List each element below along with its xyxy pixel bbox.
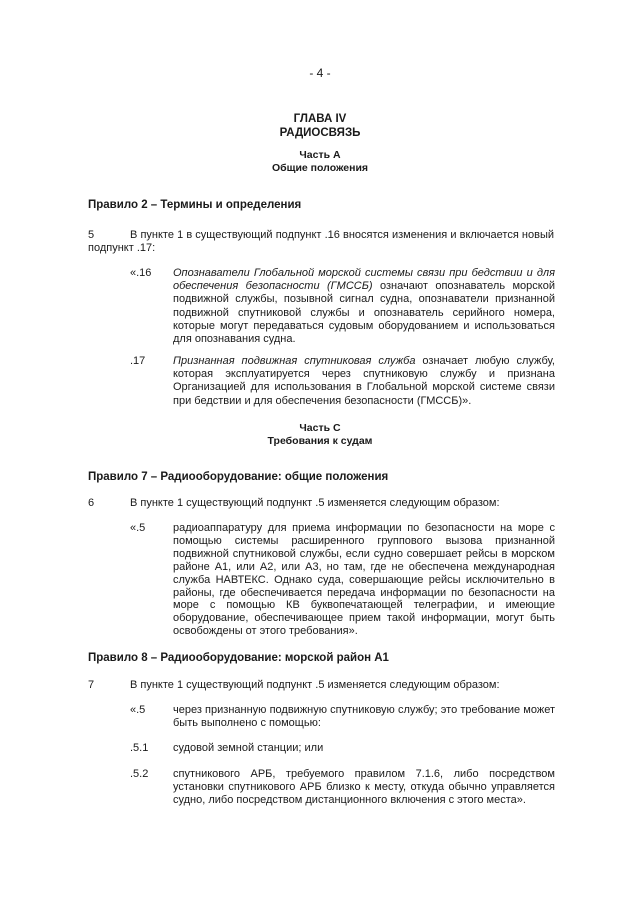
chapter-subtitle: РАДИОСВЯЗЬ [279, 127, 361, 139]
item-16-definition: означают опознаватель морской подвижной службы, позывной сигнал судна, опознаватели признанной подвижной спутниковой службы и опознаватель серийного номера, которые могут передаваться судовым оборудованием и использоваться для опознавания судна. [173, 280, 555, 346]
rule-8-heading: Правило 8 – Радиооборудование: морской район А1 [88, 652, 389, 664]
paragraph-6-text: В пункте 1 существующий подпункт .5 изменяется следующим образом: [130, 497, 500, 509]
part-a-title: Часть А [299, 149, 341, 161]
item-16-text [173, 267, 555, 346]
paragraph-number-5: 5 [88, 229, 95, 241]
paragraph-5-text: В пункте 1 в существующий подпункт .16 вносятся изменения и включается новый подпункт .17: [88, 229, 554, 254]
part-a-subtitle: Общие положения [271, 162, 369, 174]
paragraph-7-text: В пункте 1 существующий подпункт .5 изменяется следующим образом: [130, 679, 500, 691]
rule-2-heading: Правило 2 – Термины и определения [88, 199, 302, 211]
rule-8-item-5-label: «.5 [130, 704, 146, 716]
rule-8-item-5-text: через признанную подвижную спутниковую службу; это требование может быть выполнено с помощью: [173, 704, 555, 730]
item-5-1-text: судовой земной станции; или [173, 742, 324, 754]
item-16-term: Опознаватели Глобальной морской системы связи при бедствии и для обеспечения безопасности (ГМССБ) [173, 267, 555, 293]
page-number: - 4 - [309, 66, 331, 80]
item-17-text [173, 355, 555, 408]
rule-7-item-5-label: «.5 [130, 522, 146, 534]
item-5-2-text: спутникового АРБ, требуемого правилом 7.1.6, либо посредством установки спутникового АРБ близко к месту, откуда обычно управляется судно, либо посредством дистанционного включения с этого места». [173, 768, 555, 807]
item-5-2-label: .5.2 [130, 768, 149, 780]
part-c-subtitle: Требования к судам [267, 435, 373, 447]
item-17-label: .17 [130, 355, 146, 367]
paragraph-number-6: 6 [88, 497, 95, 509]
item-16-label: «.16 [130, 267, 152, 279]
item-17-definition: означает любую службу, которая эксплуатируется через спутниковую службу и признана Организацией для использования в Глобальной морской системе связи при бедствии и для обеспечения безопасности (ГМССБ)». [173, 355, 555, 407]
item-17-term: Признанная подвижная спутниковая служба [173, 355, 416, 367]
rule-7-item-5-text: радиоаппаратуру для приема информации по безопасности на море с помощью системы расширенного группового вызова признанной подвижной спутниковой службы, если судно совершает рейсы в морском районе А1, или А2, или А3, но там, где не обеспечена международная служба НАВТЕКС. Однако суда, совершающие рейсы исключительно в районы, где обеспечивается передача информации по безопасности на море с помощью КВ буквопечатающей телеграфии, и имеющие оборудование, обеспечивающее прием такой информации, могут быть освобождены от этого требования». [173, 522, 555, 638]
rule-7-heading: Правило 7 – Радиооборудование: общие положения [88, 471, 389, 483]
part-c-title: Часть С [299, 422, 341, 434]
chapter-title: ГЛАВА IV [293, 113, 347, 125]
paragraph-number-7: 7 [88, 679, 95, 691]
item-5-1-label: .5.1 [130, 742, 149, 754]
